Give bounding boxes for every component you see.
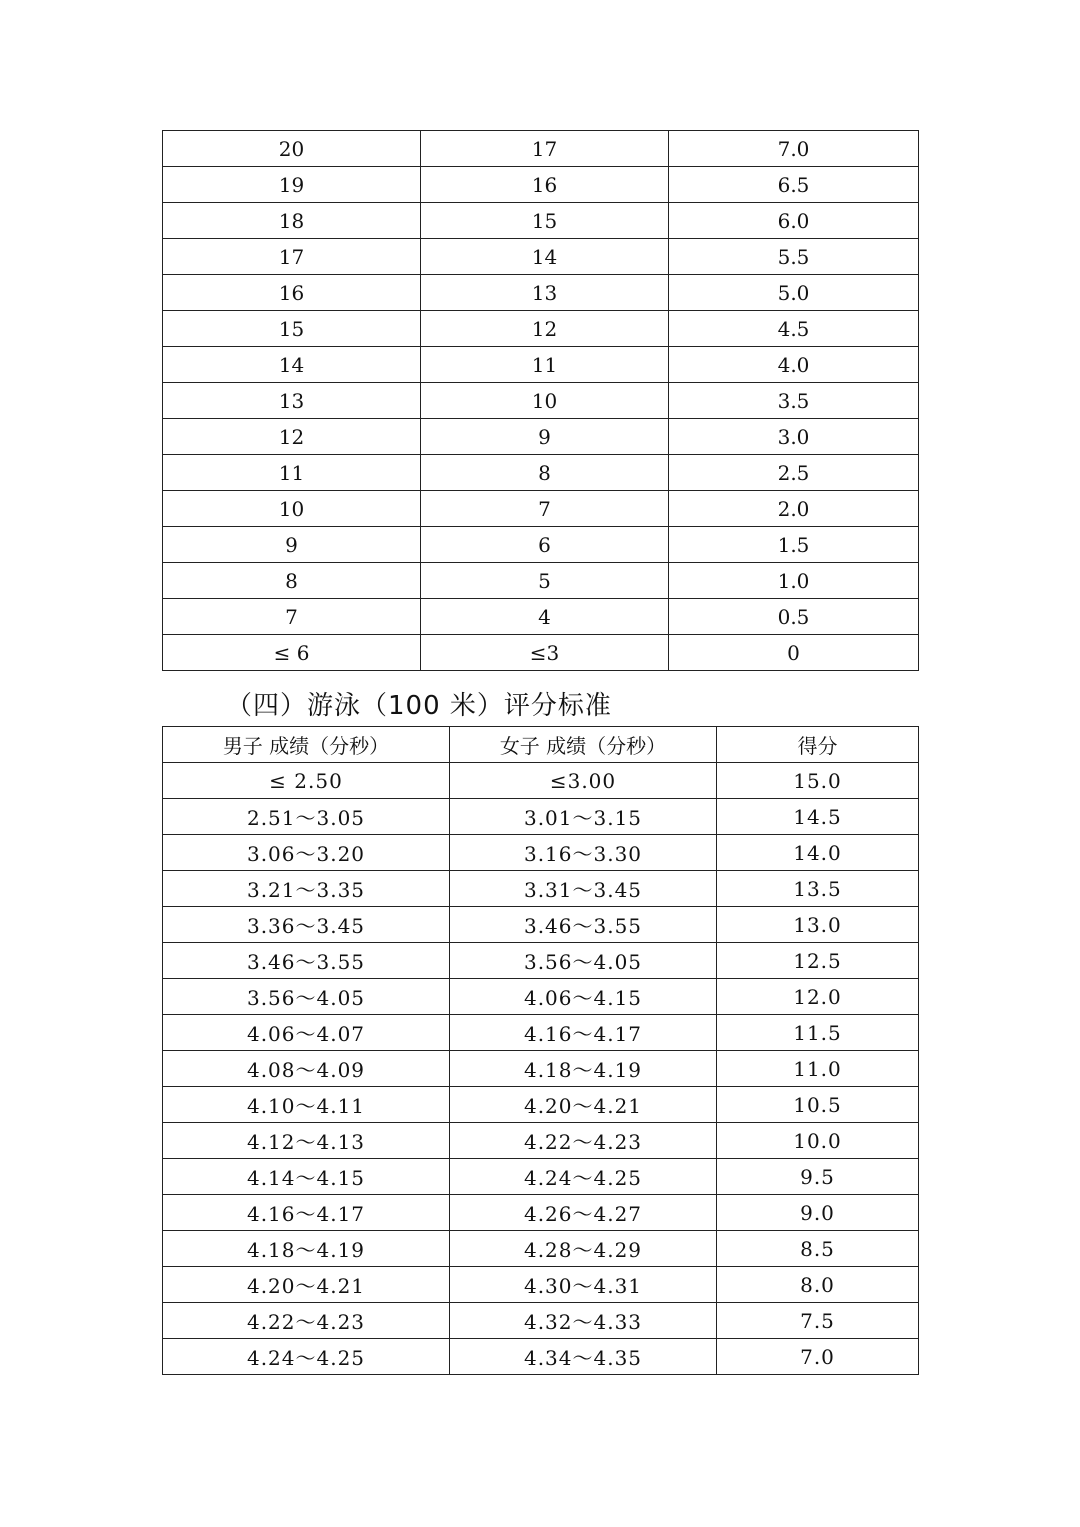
cell-male-time: 3.56～4.05 (163, 979, 450, 1015)
cell-score: 3.5 (669, 383, 919, 419)
cell-score: 10.0 (717, 1123, 919, 1159)
cell-score: 9.0 (717, 1195, 919, 1231)
cell-score: 8.0 (717, 1267, 919, 1303)
cell-female-value: 4 (421, 599, 669, 635)
table-row (163, 943, 919, 979)
cell-score: 9.5 (717, 1159, 919, 1195)
cell-male-value: 7 (163, 599, 421, 635)
cell-score: 12.5 (717, 943, 919, 979)
cell-female-value: 10 (421, 383, 669, 419)
table-row (163, 527, 919, 563)
table-row (163, 799, 919, 835)
table-row (163, 1195, 919, 1231)
section-heading-swimming: （四）游泳（100 米）评分标准 (226, 691, 612, 721)
cell-male-time: 4.12～4.13 (163, 1123, 450, 1159)
cell-female-time: ≤3.00 (450, 763, 717, 799)
cell-score: 5.5 (669, 239, 919, 275)
cell-male-value: 13 (163, 383, 421, 419)
cell-score: 6.0 (669, 203, 919, 239)
cell-score: 10.5 (717, 1087, 919, 1123)
table-row (163, 131, 919, 167)
cell-female-value: 11 (421, 347, 669, 383)
cell-female-value: 8 (421, 455, 669, 491)
cell-female-time: 3.01～3.15 (450, 799, 717, 835)
cell-score: 1.5 (669, 527, 919, 563)
cell-male-value: 14 (163, 347, 421, 383)
table-row (163, 311, 919, 347)
cell-male-value: 10 (163, 491, 421, 527)
table-row (163, 275, 919, 311)
swimming-table-body (163, 763, 919, 1375)
cell-score: 2.0 (669, 491, 919, 527)
header-score: 得分 (717, 727, 919, 763)
cell-male-time: 4.08～4.09 (163, 1051, 450, 1087)
table-row (163, 239, 919, 275)
table-row (163, 455, 919, 491)
cell-female-value: 15 (421, 203, 669, 239)
cell-female-time: 4.28～4.29 (450, 1231, 717, 1267)
cell-female-value: 7 (421, 491, 669, 527)
cell-male-time: 2.51～3.05 (163, 799, 450, 835)
cell-male-time: 4.14～4.15 (163, 1159, 450, 1195)
cell-male-time: 3.21～3.35 (163, 871, 450, 907)
cell-score: 14.5 (717, 799, 919, 835)
cell-score: 0 (669, 635, 919, 671)
table-row (163, 1267, 919, 1303)
cell-female-value: 6 (421, 527, 669, 563)
cell-female-value: 13 (421, 275, 669, 311)
table-row (163, 979, 919, 1015)
header-male-result: 男子 成绩（分秒） (163, 727, 450, 763)
cell-female-time: 4.30～4.31 (450, 1267, 717, 1303)
cell-female-value: 14 (421, 239, 669, 275)
cell-male-time: 4.18～4.19 (163, 1231, 450, 1267)
table-row (163, 1015, 919, 1051)
table-row (163, 1123, 919, 1159)
cell-male-value: ≤ 6 (163, 635, 421, 671)
table-row (163, 907, 919, 943)
table-row (163, 347, 919, 383)
cell-score: 15.0 (717, 763, 919, 799)
cell-score: 14.0 (717, 835, 919, 871)
cell-score: 8.5 (717, 1231, 919, 1267)
cell-female-value: ≤3 (421, 635, 669, 671)
table-row (163, 491, 919, 527)
table-row (163, 383, 919, 419)
cell-score: 4.0 (669, 347, 919, 383)
table-row (163, 763, 919, 799)
table-row (163, 419, 919, 455)
cell-male-value: 17 (163, 239, 421, 275)
cell-male-time: 3.36～3.45 (163, 907, 450, 943)
cell-male-value: 15 (163, 311, 421, 347)
table-header-row (163, 727, 919, 763)
cell-female-time: 4.32～4.33 (450, 1303, 717, 1339)
cell-score: 13.5 (717, 871, 919, 907)
table-row (163, 599, 919, 635)
cell-female-time: 4.06～4.15 (450, 979, 717, 1015)
cell-male-value: 9 (163, 527, 421, 563)
cell-female-time: 4.24～4.25 (450, 1159, 717, 1195)
cell-score: 1.0 (669, 563, 919, 599)
table-row (163, 1087, 919, 1123)
cell-female-time: 3.56～4.05 (450, 943, 717, 979)
cell-score: 0.5 (669, 599, 919, 635)
cell-male-value: 19 (163, 167, 421, 203)
cell-female-value: 16 (421, 167, 669, 203)
table-row (163, 835, 919, 871)
table-row (163, 1231, 919, 1267)
cell-female-time: 4.20～4.21 (450, 1087, 717, 1123)
cell-male-time: 4.06～4.07 (163, 1015, 450, 1051)
cell-score: 7.0 (717, 1339, 919, 1375)
cell-male-time: ≤ 2.50 (163, 763, 450, 799)
cell-female-time: 4.16～4.17 (450, 1015, 717, 1051)
table-row (163, 1159, 919, 1195)
cell-score: 4.5 (669, 311, 919, 347)
cell-female-value: 5 (421, 563, 669, 599)
cell-male-time: 3.46～3.55 (163, 943, 450, 979)
swimming-table-header (163, 727, 919, 763)
cell-score: 2.5 (669, 455, 919, 491)
cell-female-value: 12 (421, 311, 669, 347)
cell-female-time: 3.16～3.30 (450, 835, 717, 871)
cell-score: 5.0 (669, 275, 919, 311)
table-row (163, 1339, 919, 1375)
score-table-continued (162, 130, 919, 671)
cell-score: 12.0 (717, 979, 919, 1015)
cell-male-value: 12 (163, 419, 421, 455)
cell-score: 11.5 (717, 1015, 919, 1051)
cell-male-time: 4.10～4.11 (163, 1087, 450, 1123)
cell-female-time: 3.31～3.45 (450, 871, 717, 907)
cell-female-value: 17 (421, 131, 669, 167)
table-row (163, 871, 919, 907)
cell-male-time: 4.22～4.23 (163, 1303, 450, 1339)
table-row (163, 635, 919, 671)
header-female-result: 女子 成绩（分秒） (450, 727, 717, 763)
cell-female-value: 9 (421, 419, 669, 455)
cell-score: 7.5 (717, 1303, 919, 1339)
cell-male-time: 4.24～4.25 (163, 1339, 450, 1375)
table-row (163, 1051, 919, 1087)
cell-female-time: 4.22～4.23 (450, 1123, 717, 1159)
cell-score: 6.5 (669, 167, 919, 203)
swimming-score-table (162, 726, 919, 1375)
cell-male-time: 4.16～4.17 (163, 1195, 450, 1231)
cell-score: 11.0 (717, 1051, 919, 1087)
table-row (163, 203, 919, 239)
cell-female-time: 4.26～4.27 (450, 1195, 717, 1231)
cell-male-value: 11 (163, 455, 421, 491)
table-row (163, 563, 919, 599)
cell-male-value: 20 (163, 131, 421, 167)
score-table-continued-body (163, 131, 919, 671)
table-row (163, 1303, 919, 1339)
cell-male-time: 3.06～3.20 (163, 835, 450, 871)
cell-male-time: 4.20～4.21 (163, 1267, 450, 1303)
cell-female-time: 4.18～4.19 (450, 1051, 717, 1087)
cell-male-value: 8 (163, 563, 421, 599)
cell-score: 13.0 (717, 907, 919, 943)
cell-score: 3.0 (669, 419, 919, 455)
cell-female-time: 4.34～4.35 (450, 1339, 717, 1375)
cell-score: 7.0 (669, 131, 919, 167)
cell-male-value: 16 (163, 275, 421, 311)
cell-female-time: 3.46～3.55 (450, 907, 717, 943)
cell-male-value: 18 (163, 203, 421, 239)
table-row (163, 167, 919, 203)
